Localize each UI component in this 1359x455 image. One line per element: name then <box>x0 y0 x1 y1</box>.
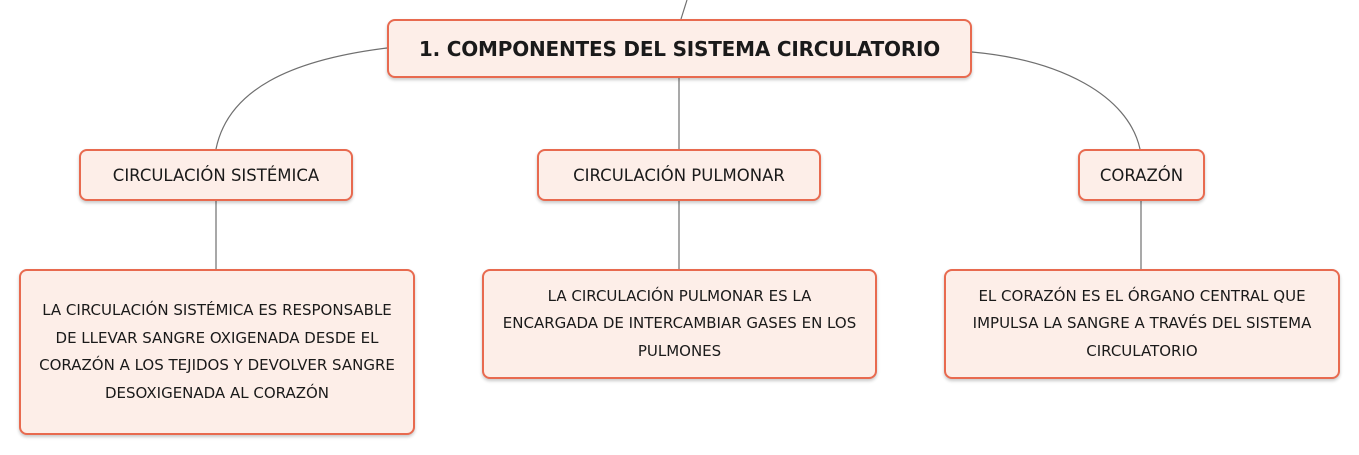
subtopic-text: EL CORAZÓN ES EL ÓRGANO CENTRAL QUE IMPULSA LA SANGRE A TRAVÉS DEL SISTEMA CIRCULATORIO <box>972 286 1312 360</box>
topic-circulacion-pulmonar[interactable] <box>537 149 821 201</box>
subtopic-text: LA CIRCULACIÓN PULMONAR ES LA ENCARGADA DE INTERCAMBIAR GASES EN LOS PULMONES <box>502 286 857 360</box>
subtopic-circulacion-pulmonar-detail[interactable] <box>482 269 877 379</box>
subtopic-text: LA CIRCULACIÓN SISTÉMICA ES RESPONSABLE DE LLEVAR SANGRE OXIGENADA DESDE EL CORAZÓN A LOS TEJIDOS Y DEVOLVER SANGRE DESOXIGENADA AL CORAZÓN <box>39 301 395 402</box>
topic-label: CIRCULACIÓN PULMONAR <box>573 165 785 185</box>
topic-label: CIRCULACIÓN SISTÉMICA <box>112 165 320 185</box>
subtopic-circulacion-sistemica-detail[interactable] <box>19 269 415 435</box>
topic-circulacion-sistemica[interactable] <box>79 149 353 201</box>
root-topic-label: 1. COMPONENTES DEL SISTEMA CIRCULATORIO <box>418 36 941 61</box>
root-topic-node[interactable] <box>387 19 972 78</box>
connector-root-to-systemic <box>216 48 387 149</box>
topic-corazon[interactable] <box>1078 149 1205 201</box>
topic-label: CORAZÓN <box>1099 165 1184 185</box>
connector-root-to-heart <box>972 52 1140 149</box>
connector-parent-to-root <box>681 0 687 19</box>
subtopic-corazon-detail[interactable] <box>944 269 1340 379</box>
